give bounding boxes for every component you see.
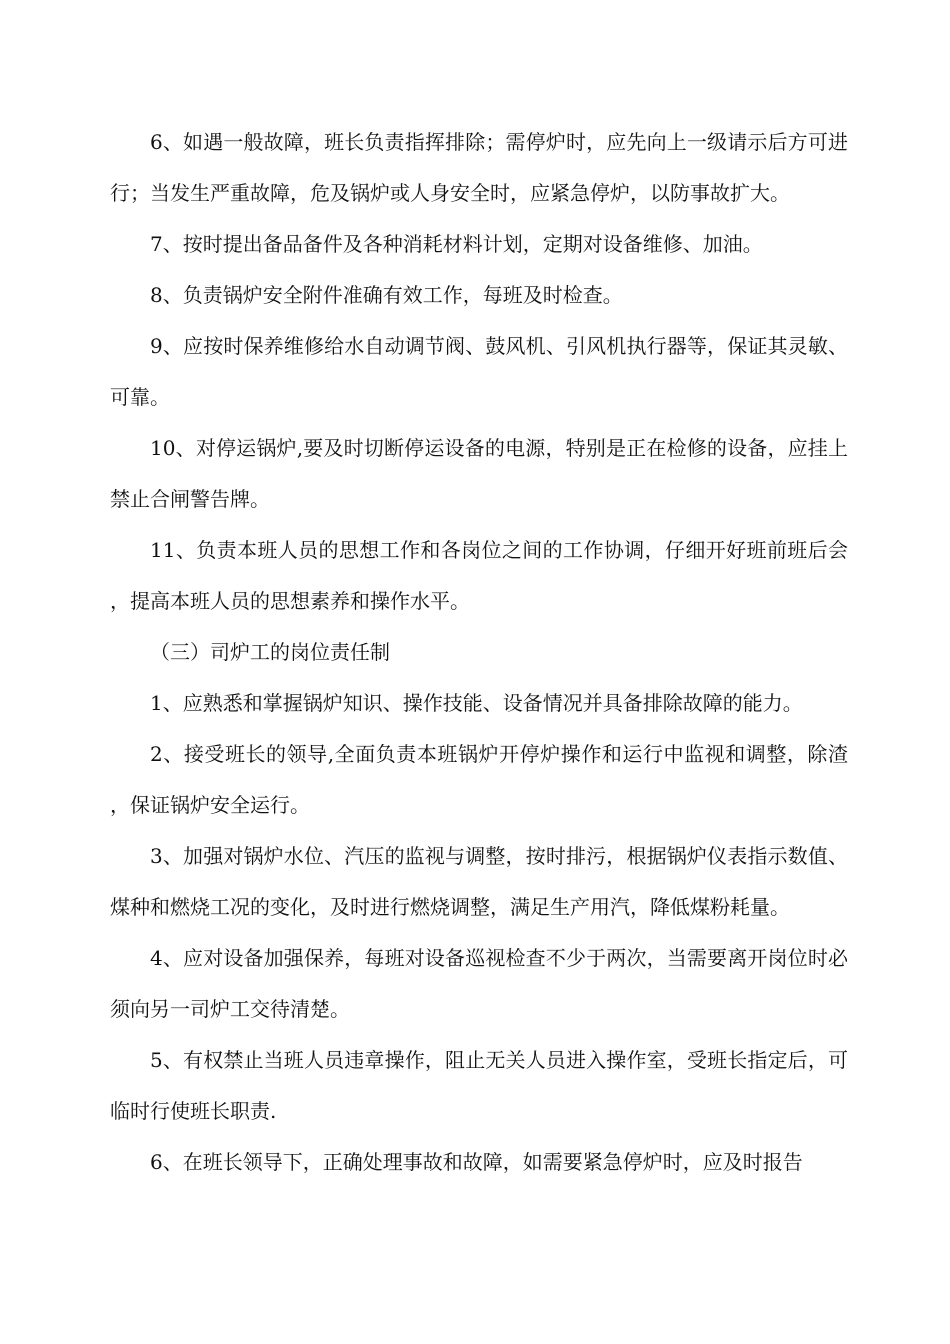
- paragraph-item-2-operation: 2、接受班长的领导,全面负责本班锅炉开停炉操作和运行中监视和调整，除渣，保证锅炉安全运行。: [110, 742, 848, 817]
- section-heading-stoker-duties: （三）司炉工的岗位责任制: [150, 640, 390, 664]
- paragraph-item-3-monitoring: 3、加强对锅炉水位、汽压的监视与调整，按时排污，根据锅炉仪表指示数值、煤种和燃烧工况的变化，及时进行燃烧调整，满足生产用汽，降低煤粉耗量。: [110, 844, 848, 919]
- paragraph-item-6-fault-handling: 6、如遇一般故障，班长负责指挥排除；需停炉时，应先向上一级请示后方可进行；当发生严重故障，危及锅炉或人身安全时，应紧急停炉，以防事故扩大。: [110, 130, 848, 205]
- paragraph-item-6-emergency: 6、在班长领导下，正确处理事故和故障，如需要紧急停炉时，应及时报告: [150, 1150, 803, 1174]
- paragraph-item-1-knowledge: 1、应熟悉和掌握锅炉知识、操作技能、设备情况并具备排除故障的能力。: [150, 691, 803, 715]
- paragraph-item-7-spare-parts: 7、按时提出备品备件及各种消耗材料计划，定期对设备维修、加油。: [150, 232, 763, 256]
- paragraph-item-10-power-cutoff: 10、对停运锅炉,要及时切断停运设备的电源，特别是正在检修的设备，应挂上禁止合闸警告牌。: [110, 436, 848, 511]
- document-body: [110, 117, 848, 1188]
- paragraph-item-8-safety-accessories: 8、负责锅炉安全附件准确有效工作，每班及时检查。: [150, 283, 623, 307]
- paragraph-item-5-authority: 5、有权禁止当班人员违章操作，阻止无关人员进入操作室，受班长指定后，可临时行使班长职责.: [110, 1048, 848, 1123]
- paragraph-item-4-inspection: 4、应对设备加强保养，每班对设备巡视检查不少于两次，当需要离开岗位时必须向另一司炉工交待清楚。: [110, 946, 848, 1021]
- paragraph-item-9-maintenance: 9、应按时保养维修给水自动调节阀、鼓风机、引风机执行器等，保证其灵敏、可靠。: [110, 334, 848, 409]
- paragraph-item-11-coordination: 11、负责本班人员的思想工作和各岗位之间的工作协调，仔细开好班前班后会，提高本班人员的思想素养和操作水平。: [110, 538, 848, 613]
